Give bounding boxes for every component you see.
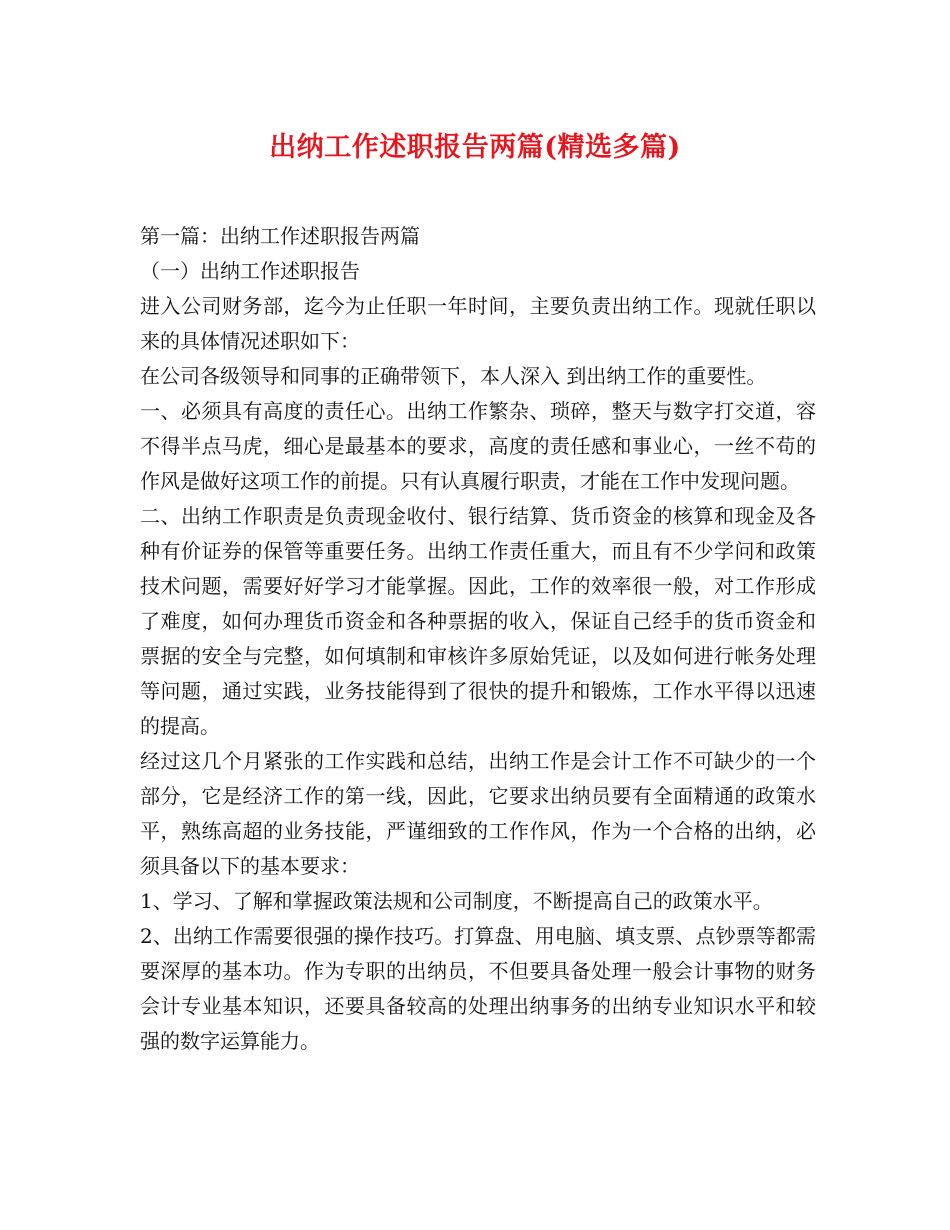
document-body bbox=[140, 219, 816, 1059]
paragraph-point-one: 一、必须具有高度的责任心。出纳工作繁杂、琐碎，整天与数字打交道，容不得半点马虎，细心是最基本的要求，高度的责任感和事业心，一丝不苟的作风是做好这项工作的前提。只有认真履行职责，才能在工作中发现问题。 bbox=[140, 399, 816, 493]
paragraph-leadership: 在公司各级领导和同事的正确带领下，本人深入 到出纳工作的重要性。 bbox=[140, 364, 767, 388]
paragraph-part-heading: 第一篇：出纳工作述职报告两篇 bbox=[140, 224, 420, 248]
paragraph-section-heading: （一）出纳工作述职报告 bbox=[140, 259, 360, 283]
paragraph-point-two: 二、出纳工作职责是负责现金收付、银行结算、货币资金的核算和现金及各种有价证券的保管等重要任务。出纳工作责任重大，而且有不少学问和政策技术问题，需要好好学习才能掌握。因此，工作的效率很一般，对工作形成了难度，如何办理货币资金和各种票据的收入，保证自己经手的货币资金和票据的安全与完整，如何填制和审核许多原始凭证，以及如何进行帐务处理等问题，通过实践，业务技能得到了很快的提升和锻炼，工作水平得以迅速的提高。 bbox=[140, 504, 816, 738]
paragraph-summary: 经过这几个月紧张的工作实践和总结，出纳工作是会计工作不可缺少的一个部分，它是经济工作的第一线，因此，它要求出纳员要有全面精通的政策水平，熟练高超的业务技能，严谨细致的工作作风，作为一个合格的出纳，必须具备以下的基本要求： bbox=[140, 749, 816, 878]
paragraph-requirement-one: 1、学习、了解和掌握政策法规和公司制度，不断提高自己的政策水平。 bbox=[140, 889, 773, 913]
paragraph-intro: 进入公司财务部，迄今为止任职一年时间，主要负责出纳工作。现就任职以来的具体情况述职如下： bbox=[140, 294, 816, 353]
document-title: 出纳工作述职报告两篇(精选多篇) bbox=[269, 132, 681, 163]
paragraph-requirement-two: 2、出纳工作需要很强的操作技巧。打算盘、用电脑、填支票、点钞票等都需要深厚的基本功。作为专职的出纳员，不但要具备处理一般会计事物的财务会计专业基本知识，还要具备较高的处理出纳事务的出纳专业知识水平和较强的数字运算能力。 bbox=[140, 924, 816, 1053]
